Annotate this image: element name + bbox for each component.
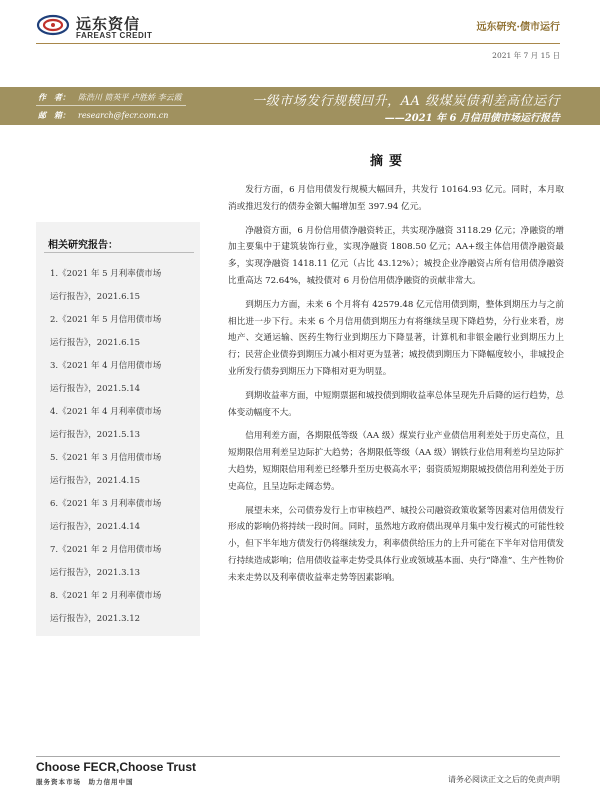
summary-paragraph-yield: 到期收益率方面，中短期票据和城投债到期收益率总体呈现先升后降的运行趋势，总体变动幅度不大。 — [228, 390, 564, 418]
related-reports-list — [50, 263, 198, 631]
header-divider — [36, 43, 560, 44]
report-item-title: 4.《2021 年 4 月利率债市场 — [50, 407, 162, 417]
email-address[interactable]: research@fecr.com.cn — [78, 111, 169, 120]
report-item-date: 运行报告》，2021.3.12 — [50, 614, 141, 624]
report-subtitle: ——2021 年 6 月信用债市场运行报告 — [384, 113, 560, 124]
related-report-item[interactable] — [50, 309, 198, 355]
footer-slogan-chinese: 服务资本市场 助力信用中国 — [36, 778, 134, 786]
report-item-date: 运行报告》，2021.6.15 — [50, 338, 141, 348]
related-report-item[interactable] — [50, 493, 198, 539]
summary-paragraph-credit-spread: 信用利差方面，各期限低等级（AA 级）煤炭行业产业债信用利差处于历史高位，且短期限信用利差呈边际扩大趋势；各期限低等级（AA 级）钢铁行业信用利差均呈边际扩大趋势，短期限信用利差已经攀升至历史极高水平；弱资质短期限城投债信用利差处于历史高位，且呈边际走阔态势。 — [228, 431, 564, 492]
report-item-date: 运行报告》，2021.5.14 — [50, 384, 141, 394]
report-item-date: 运行报告》，2021.5.13 — [50, 430, 141, 440]
email-line — [38, 110, 168, 121]
related-reports-title: 相关研究报告： — [48, 240, 118, 251]
summary-paragraph-issuance: 发行方面，6 月信用债发行规模大幅回升，共发行 10164.93 亿元。同时，本月取消或推迟发行的债券金额大幅增加至 397.94 亿元。 — [228, 185, 564, 212]
report-item-title: 3.《2021 年 4 月信用债市场 — [50, 361, 162, 371]
related-report-item[interactable] — [50, 585, 198, 631]
report-date: 2021 年 7 月 15 日 — [492, 51, 560, 60]
report-item-date: 运行报告》，2021.4.14 — [50, 522, 141, 532]
summary-paragraph-outlook: 展望未来，公司债券发行上市审核趋严、城投公司融资政策收紧等因素对信用债发行形成的影响仍将持续一段时间。同时，虽然地方政府债出现单月集中发行模式的可能性较小，但下半年地方债发行仍将继续发力，利率债供给压力的上升可能在下半年对信用债发行持续造成影响；信用债收益率走势受具体行业或领域基本面、央行“降准”、生产性物价未来走势以及利率债收益率走势等因素影响。 — [228, 505, 564, 583]
related-reports-divider — [44, 252, 194, 253]
report-item-date: 运行报告》，2021.3.13 — [50, 568, 141, 578]
email-label: 邮 箱： — [38, 110, 70, 120]
related-report-item[interactable] — [50, 263, 198, 309]
report-title: 一级市场发行规模回升，AA 级煤炭债利差高位运行 — [252, 94, 560, 109]
author-line — [38, 92, 182, 103]
summary-paragraph-maturity: 到期压力方面，未来 6 个月将有 42579.48 亿元信用债到期，整体到期压力与之前相比进一步下行。未来 6 个月信用债到期压力有将继续呈现下降趋势，分行业来看，房地产、交通运输、医药生物行业到期压力下降显著，计算机和非银金融行业到期压力上行；民营企业债券到期压力减小相对更为显著；城投债到期压力下降幅度较小，非城投企业所发行债券到期压力下降相对更为明显。 — [228, 299, 564, 377]
fareast-logo-icon — [36, 14, 70, 36]
disclaimer-note: 请务必阅读正文之后的免责声明 — [448, 775, 560, 784]
logo-chinese-name: 远东资信 — [76, 15, 141, 33]
author-label: 作 者： — [38, 92, 70, 102]
report-item-date: 运行报告》，2021.6.15 — [50, 292, 141, 302]
summary-heading: 摘要 — [370, 154, 409, 169]
summary-body — [228, 182, 564, 594]
report-item-title: 8.《2021 年 2 月利率债市场 — [50, 591, 162, 601]
report-item-title: 1.《2021 年 5 月利率债市场 — [50, 269, 162, 279]
related-report-item[interactable] — [50, 539, 198, 585]
report-item-title: 7.《2021 年 2 月信用债市场 — [50, 545, 162, 555]
summary-paragraph-net-financing: 净融资方面，6 月份信用债净融资转正，共实现净融资 3118.29 亿元；净融资的增加主要集中于建筑装饰行业，实现净融资 1808.50 亿元；AA+级主体信用债净融资最多，实现净融资 1418.11 亿元（占比 43.12%）；城投企业净融资占所有信用债净融资比重高达 72.64%，城投债对 6 月份信用债净融资的贡献非常大。 — [228, 225, 564, 286]
related-report-item[interactable] — [50, 355, 198, 401]
related-report-item[interactable] — [50, 447, 198, 493]
footer-divider — [36, 756, 560, 757]
related-report-item[interactable] — [50, 401, 198, 447]
banner-divider — [36, 105, 186, 106]
report-item-title: 6.《2021 年 3 月利率债市场 — [50, 499, 162, 509]
report-category: 远东研究·债市运行 — [476, 22, 560, 33]
report-item-title: 5.《2021 年 3 月信用债市场 — [50, 453, 162, 463]
report-item-title: 2.《2021 年 5 月信用债市场 — [50, 315, 162, 325]
logo-english-name: FAREAST CREDIT — [76, 31, 153, 40]
report-item-date: 运行报告》，2021.4.15 — [50, 476, 141, 486]
footer-slogan-english: Choose FECR,Choose Trust — [36, 760, 197, 774]
author-names: 陈浩川 简英平 卢胜娇 李云霞 — [78, 93, 182, 102]
